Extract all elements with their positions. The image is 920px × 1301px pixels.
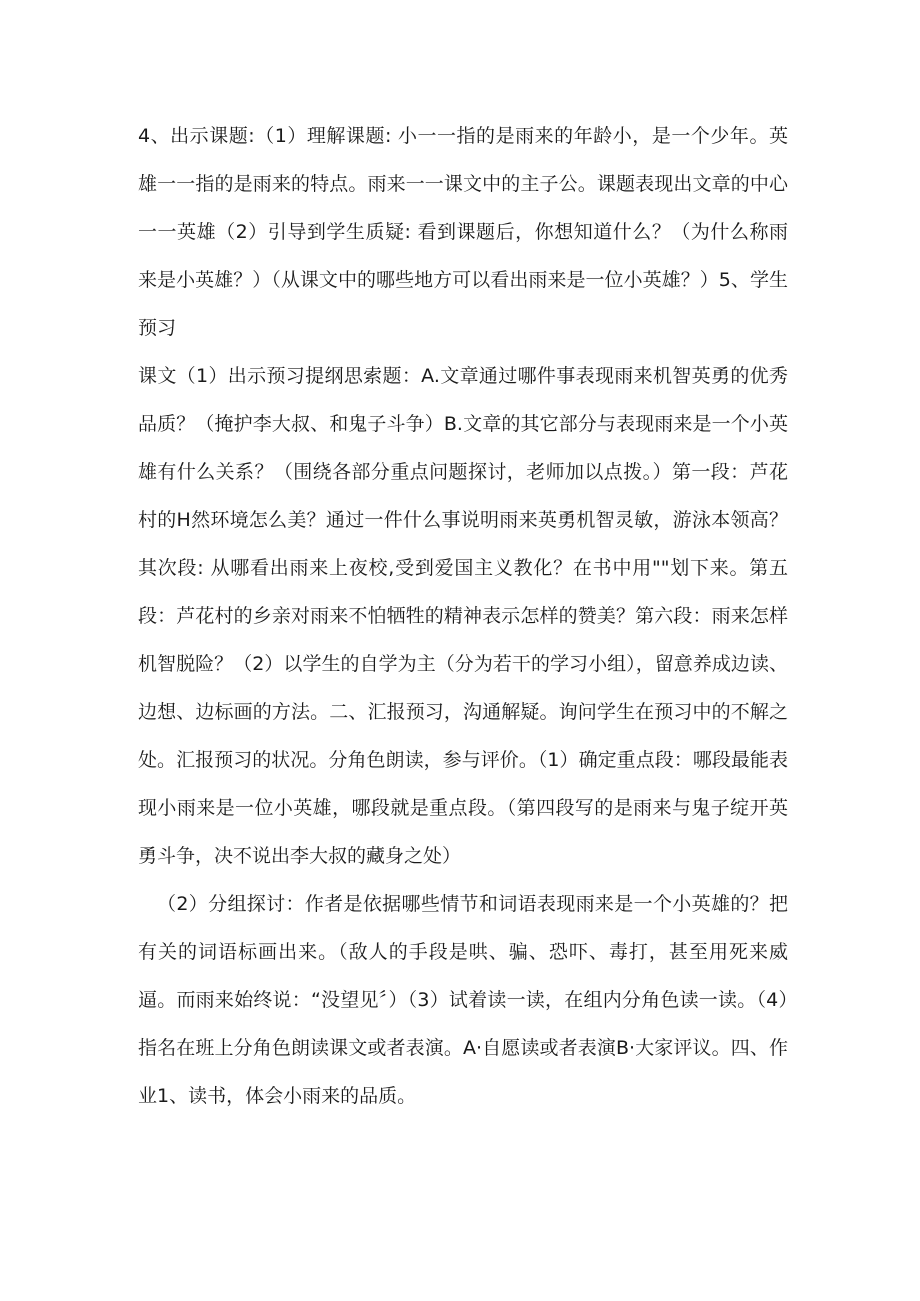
document-body: [138, 112, 788, 1120]
paragraph-preview-outline: 课文（1）出示预习提纲思索题：A.文章通过哪件事表现雨来机智英勇的优秀品质？（掩护李大叔、和鬼子斗争）B.文章的其它部分与表现雨来是一个小英雄有什么关系？（围绕各部分重点问题探讨，老师加以点拨。）第一段：芦花村的H然环境怎么美？通过一件什么事说明雨来英勇机智灵敏，游泳本领高？其次段: 从哪看出雨来上夜校,受到爱国主义教化？在书中用""划下来。第五段：芦花村的乡亲对雨来不怕牺牲的精神表示怎样的赞美？第六段：雨来怎样机智脱险？（2）以学生的自学为主（分为若干的学习小组），留意养成边读、边想、边标画的方法。二、汇报预习，沟通解疑。询问学生在预习中的不解之处。汇报预习的状况。分角色朗读，参与评价。（1）确定重点段：哪段最能表现小雨来是一位小英雄，哪段就是重点段。（第四段写的是雨来与鬼子绽开英勇斗争，决不说出李大叔的藏身之处）: [138, 365, 788, 867]
paragraph-lesson-title: 4、出示课题:（1）理解课题: 小一一指的是雨来的年龄小，是一个少年。英雄一一指的是雨来的特点。雨来一一课文中的主子公。课题表现出文章的中心一一英雄（2）引导到学生质疑: 看到课题后，你想知道什么？（为什么称雨来是小英雄？）（从课文中的哪些地方可以看出雨来是一位小英雄？）5、学生预习: [138, 125, 788, 339]
paragraph-group-discussion: （2）分组探讨：作者是依据哪些情节和词语表现雨来是一个小英雄的？把有关的词语标画出来。（敌人的手段是哄、骗、恐吓、毒打，甚至用死来威逼。而雨来始终说：“没望见〞）（3）试着读一读，在组内分角色读一读。（4）指名在班上分角色朗读课文或者表演。A·自愿读或者表演B·大家评议。四、作业1、读书，体会小雨来的品质。: [138, 893, 788, 1107]
